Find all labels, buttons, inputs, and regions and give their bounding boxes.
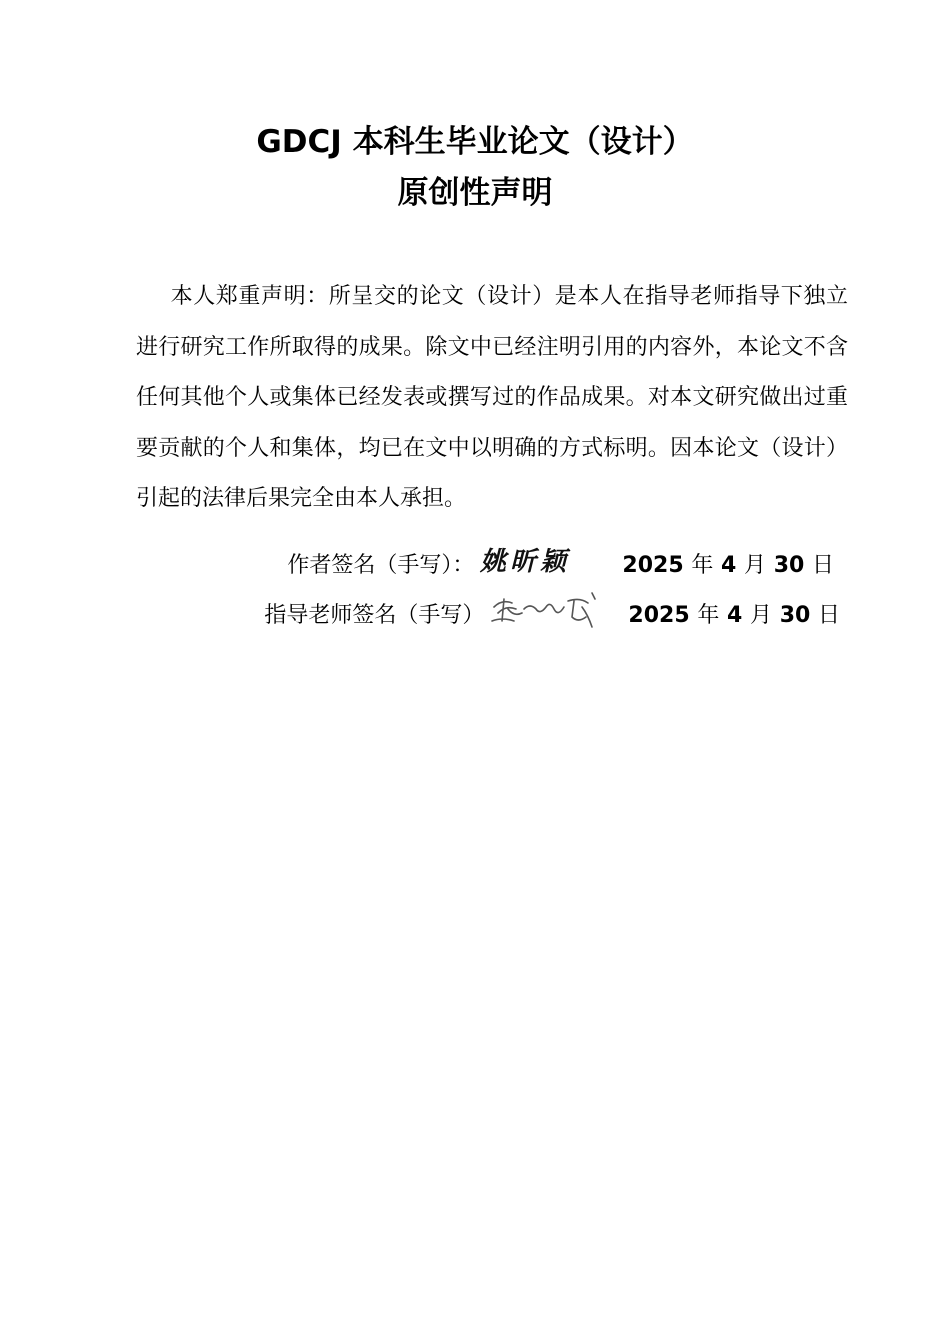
advisor-handwritten-signature	[488, 587, 606, 639]
advisor-sign-date: 2025 年 4 月 30 日	[628, 602, 840, 628]
declaration-paragraph	[136, 272, 848, 525]
advisor-signature-label: 指导老师签名（手写）	[264, 602, 485, 628]
svg-text:姚昕颖: 姚昕颖	[480, 547, 571, 577]
declaration-text: 本人郑重声明：所呈交的论文（设计）是本人在指导老师指导下独立进行研究工作所取得的成果。除文中已经注明引用的内容外，本论文不含任何其他个人或集体已经发表或撰写过的作品成果。对本文研究做出过重要贡献的个人和集体，均已在文中以明确的方式标明。因本论文（设计）引起的法律后果完全由本人承担。	[136, 284, 848, 511]
author-handwritten-signature	[478, 543, 600, 583]
author-signature-row	[287, 543, 834, 583]
document-title: GDCJ 本科生毕业论文（设计）	[256, 124, 694, 160]
author-signature-label: 作者签名（手写）：	[287, 552, 475, 578]
document-subtitle: 原创性声明	[397, 175, 553, 211]
advisor-signature-row	[264, 593, 840, 633]
author-sign-date: 2025 年 4 月 30 日	[622, 552, 834, 578]
